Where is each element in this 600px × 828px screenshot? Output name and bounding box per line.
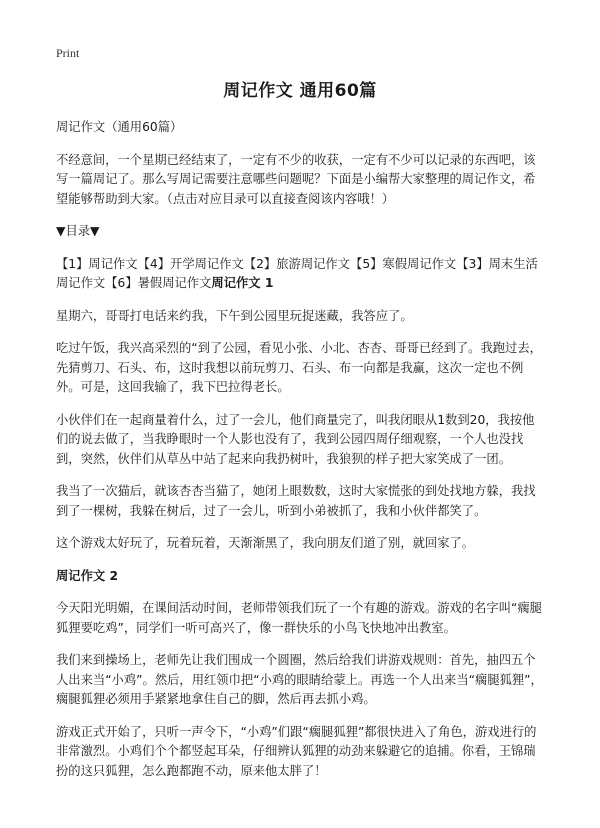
section1-paragraph-3: 小伙伴们在一起商量着什么，过了一会儿，他们商量完了，叫我闭眼从1数到20，我按他们的说去做了，当我睁眼时一个人影也没有了，我到公园四周仔细观察，一个人也没找到，突然，伙伴们从草丛中站了起来向我扔树叶，我狼狈的样子把大家笑成了一团。 <box>56 412 535 466</box>
section1-paragraph-2: 吃过午饭，我兴高采烈的“到了公园，看见小张、小北、杏杏、哥哥已经到了。我跑过去，先猜剪刀、石头、布，这时我想以前玩剪刀、石头、布一向都是我赢，这次一定也不例外。可是，这回我输了，我下巴拉得老长。 <box>56 341 542 394</box>
toc-link-4[interactable]: 【4】开学周记作文 <box>137 256 244 271</box>
toc-link-5[interactable]: 【5】寒假周记作文 <box>350 256 457 271</box>
toc-link-2[interactable]: 【2】旅游周记作文 <box>243 256 351 271</box>
toc-link-6[interactable]: 【6】暑假周记作文 <box>105 276 212 290</box>
section2-paragraph-2: 我们来到操场上，老师先让我们围成一个圆圈，然后给我们讲游戏规则：首先，抽四五个人出来当“小鸡”。然后，用红领巾把“小鸡的眼睛给蒙上。再选一个人出来当“瘸腿狐狸”，瘸腿狐狸必须用手紧紧地拿住自己的脚，然后再去抓小鸡。 <box>56 653 543 706</box>
section1-heading: 周记作文 1 <box>211 276 274 290</box>
section2-paragraph-3: 游戏正式开始了，只听一声令下，“小鸡”们跟“瘸腿狐狸”都很快进入了角色，游戏进行的非常激烈。小鸡们个个都竖起耳朵，仔细辨认狐狸的动劲来躲避它的追捕。你看，王锦瑞扮的这只狐狸，怎么跑都跑不动，原来他太胖了！ <box>56 724 537 778</box>
print-label: Print <box>56 46 80 60</box>
toc-link-1[interactable]: 【1】周记作文 <box>56 256 138 271</box>
section1-paragraph-5: 这个游戏太好玩了，玩着玩着，天渐渐黑了，我向朋友们道了别，就回家了。 <box>56 536 475 550</box>
section1-paragraph-4: 我当了一次猫后，就该杏杏当猫了，她闭上眼数数，这时大家慌张的到处找地方躲，我找到了一棵树，我躲在树后，过了一会儿，听到小弟被抓了，我和小伙伴都笑了。 <box>56 484 536 518</box>
table-of-contents <box>56 255 546 294</box>
intro-paragraph: 不经意间，一个星期已经结束了，一定有不少的收获，一定有不少可以记录的东西吧，该写一篇周记了。那么写周记需要注意哪些问题呢？下面是小编帮大家整理的周记作文，希望能够帮助到大家。（点击对应目录可以直接查阅该内容哦！） <box>56 152 536 206</box>
toc-link-3[interactable]: 【3】周末生活周记作文 <box>56 256 538 290</box>
section2-heading: 周记作文 2 <box>56 568 119 583</box>
section1-paragraph-1: 星期六，哥哥打电话来约我，下午到公园里玩捉迷藏，我答应了。 <box>56 308 413 323</box>
section2-paragraph-1: 今天阳光明媚，在课间活动时间，老师带领我们玩了一个有趣的游戏。游戏的名字叫“瘸腿狐狸要吃鸡”，同学们一听可高兴了，像一群快乐的小鸟飞快地冲出教室。 <box>56 601 542 635</box>
toc-label: ▼目录▼ <box>56 224 100 238</box>
document-body <box>56 118 546 794</box>
document-title: 周记作文 通用60篇 <box>223 81 377 101</box>
document-subtitle: 周记作文（通用60篇） <box>56 120 183 134</box>
